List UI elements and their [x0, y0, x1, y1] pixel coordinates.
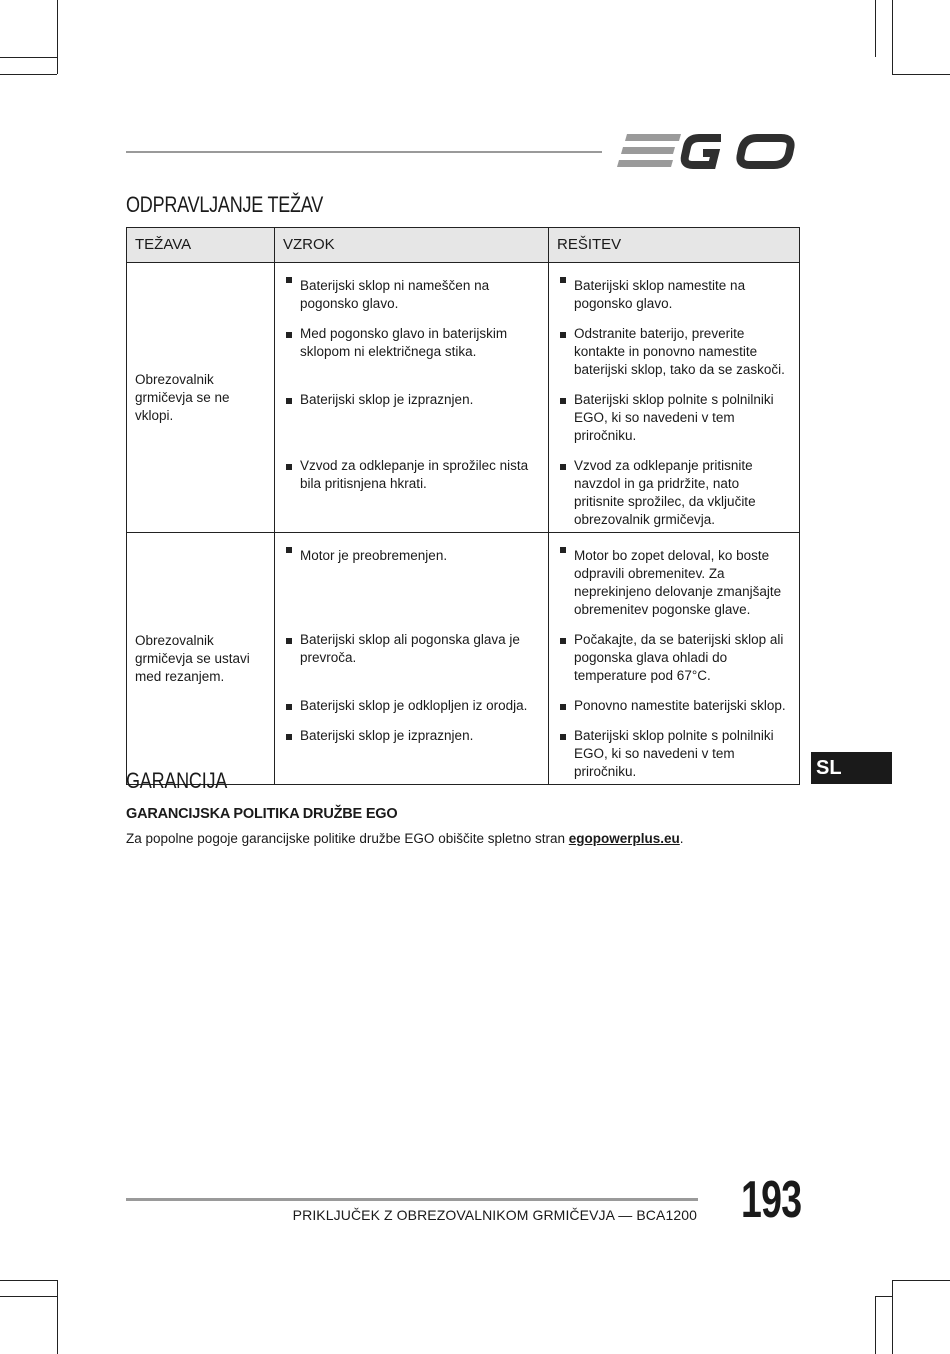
crop-mark — [892, 74, 950, 75]
solution-item: Počakajte, da se baterijski sklop ali pogonska glava ohladi do temperature pod 67°C. — [557, 624, 791, 690]
warranty-text: Za popolne pogoje garancijske politike družbe EGO obiščite spletno stran — [126, 831, 569, 846]
troubleshooting-table — [126, 227, 800, 785]
cause-item: Baterijski sklop je odklopljen iz orodja. — [283, 690, 540, 720]
solution-item: Baterijski sklop polnite s polnilniki EGO, ki so navedeni v tem priročniku. — [557, 384, 791, 450]
column-header: REŠITEV — [549, 228, 800, 263]
cause-item: Motor je preobremenjen. — [283, 533, 540, 570]
solution-item: Baterijski sklop namestite na pogonsko glavo. — [557, 263, 791, 318]
issue-cell: Obrezovalnik grmičevja se ne vklopi. — [127, 263, 275, 533]
language-tab: SL — [811, 752, 892, 784]
warranty-link[interactable]: egopowerplus.eu — [568, 831, 680, 846]
solution-item: Odstranite baterijo, preverite kontakte in ponovno namestite baterijski sklop, tako da se zaskoči. — [557, 318, 791, 384]
ego-logo — [617, 130, 801, 172]
cause-item: Vzvod za odklepanje in sprožilec nista bila pritisnjena hkrati. — [283, 450, 540, 496]
page-number: 193 — [741, 1171, 802, 1229]
table-row — [127, 533, 800, 625]
column-header: VZROK — [275, 228, 549, 263]
cause-item: Baterijski sklop ni nameščen na pogonsko glavo. — [283, 263, 540, 318]
crop-mark — [0, 74, 57, 75]
crop-mark — [0, 57, 57, 58]
crop-mark — [0, 1296, 57, 1297]
cause-item: Baterijski sklop ali pogonska glava je prevroča. — [283, 624, 540, 672]
warranty-text-end: . — [679, 831, 684, 846]
crop-mark — [57, 1280, 58, 1354]
column-header: TEŽAVA — [127, 228, 275, 263]
troubleshooting-title: ODPRAVLJANJE TEŽAV — [126, 192, 324, 217]
warranty-paragraph — [126, 831, 684, 846]
crop-mark — [875, 0, 876, 57]
crop-mark — [57, 0, 58, 74]
crop-mark — [875, 1296, 876, 1354]
table-row — [127, 263, 800, 319]
warranty-subtitle: GARANCIJSKA POLITIKA DRUŽBE EGO — [126, 806, 398, 822]
warranty-title: GARANCIJA — [126, 768, 228, 793]
issue-cell: Obrezovalnik grmičevja se ustavi med rezanjem. — [127, 533, 275, 785]
crop-mark — [875, 1296, 892, 1297]
solution-item: Motor bo zopet deloval, ko boste odpravili obremenitev. Za neprekinjeno delovanje zmanjšajte obremenitev pogonske glave. — [557, 533, 791, 624]
cause-item: Med pogonsko glavo in baterijskim sklopom ni električnega stika. — [283, 318, 540, 366]
crop-mark — [892, 1280, 893, 1354]
solution-item: Vzvod za odklepanje pritisnite navzdol in ga pridržite, nato pritisnite sprožilec, da vključite obrezovalnik grmičevja. — [557, 450, 791, 532]
crop-mark — [892, 1280, 950, 1281]
header-rule — [126, 151, 602, 153]
cause-item: Baterijski sklop je izpraznjen. — [283, 384, 540, 414]
crop-mark — [0, 1280, 57, 1281]
solution-item: Baterijski sklop polnite s polnilniki EGO, ki so navedeni v tem priročniku. — [557, 720, 791, 784]
footer-rule — [126, 1198, 698, 1201]
crop-mark — [892, 0, 893, 74]
cause-item: Baterijski sklop je izpraznjen. — [283, 720, 540, 748]
solution-item: Ponovno namestite baterijski sklop. — [557, 690, 791, 720]
footer-title: PRIKLJUČEK Z OBREZOVALNIKOM GRMIČEVJA — BCA1200 — [292, 1207, 697, 1223]
